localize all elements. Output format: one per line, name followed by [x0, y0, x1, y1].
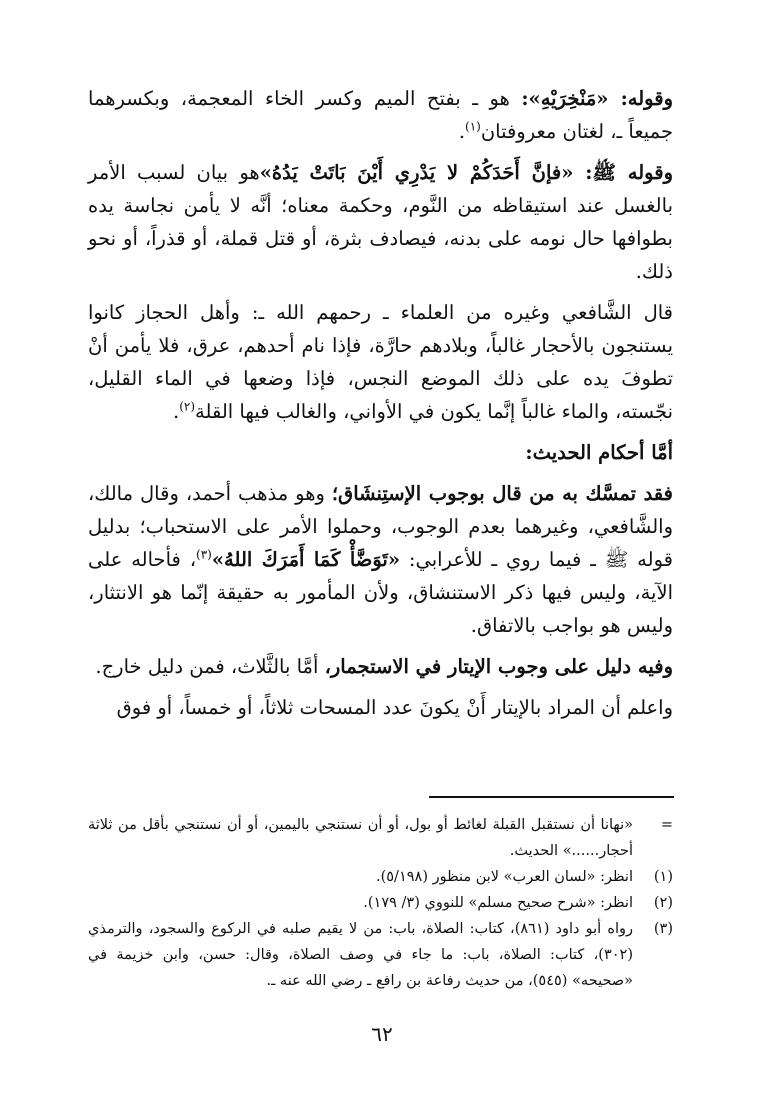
- paragraph-4: [88, 477, 673, 642]
- paragraph-6-text: واعلم أن المراد بالإيتار أَنْ يكونَ عدد المسحات ثلاثاً، أو خمساً، أو فوق: [116, 696, 673, 719]
- paragraph-5-text: أمَّا بالثَّلاث، فمن دليل خارج.: [95, 655, 325, 678]
- footnote-mark: (١): [653, 869, 673, 885]
- paragraph-4-lead: فقد تمسَّك به من قال بوجوب الإستِنشَاق؛: [331, 482, 673, 505]
- footnote-text: رواه أبو داود (٨٦١)، كتاب: الصلاة، باب: من لا يقيم صلبه في الركوع والسجود، والترمذي (٣٠٢)، كتاب: الصلاة، باب: ما جاء في وصف الصلاة، وقال: حسن، وابن خزيمة في «صحيحه» (٥٤٥)، من حديث رفاعة بن رافع ـ رضي الله عنه ـ.: [88, 921, 633, 989]
- paragraph-3-text: قال الشَّافعي وغيره من العلماء ـ رحمهم الله ـ: وأهل الحجاز كانوا يستنجون بالأحجار غالباً، وبلادهم حارَّة، فإذا نام أحدهم، عرق، فلا يأمن أنْ تطوفَ يده على ذلك الموضع النجس، فإذا وضعها في الماء القليل، نجّسته، والماء غالباً إنَّما يكون في الأواني، والغالب فيها القلة: [88, 301, 673, 423]
- page-number: ٦٢: [371, 1022, 393, 1046]
- footnote-text: انظر: «لسان العرب» لابن منظور (٥/١٩٨).: [375, 869, 633, 885]
- footnote-2: [88, 890, 673, 916]
- paragraph-6: [88, 691, 673, 724]
- paragraph-1: [88, 82, 673, 148]
- footnote-mark: (٣): [653, 921, 673, 937]
- section-heading: أمَّا أحكام الحديث:: [525, 441, 673, 464]
- footnote-text: انظر: «شرح صحيح مسلم» للنووي (٣/ ١٧٩).: [363, 895, 633, 911]
- paragraph-4-quote: «تَوَضَّأْ كَمَا أَمَرَكَ اللهُ»: [211, 548, 401, 571]
- footnote-mark: (٢): [653, 895, 673, 911]
- paragraph-2-lead: وقوله ﷺ: «فإنَّ أَحَدَكُمْ لا يَدْرِي أَيْنَ بَاتَتْ يَدُهُ»: [259, 161, 673, 184]
- main-text: [88, 82, 673, 732]
- footnote-ref-1[interactable]: (١): [465, 119, 481, 134]
- footnotes: [88, 812, 673, 994]
- paragraph-1-text: هو ـ بفتح الميم وكسر الخاء المعجمة، وبكسرهما جميعاً ـ، لغتان معروفتان: [88, 87, 673, 143]
- paragraph-2: [88, 156, 673, 288]
- paragraph-4-text-b: ، فأحاله على الآية، وليس فيها ذكر الاستنشاق، ولأن المأمور به حقيقة إنّما هو الانتثار، وليس هو بواجب بالاتفاق.: [88, 548, 673, 637]
- paragraph-3: [88, 296, 673, 428]
- footnote-1: [88, 864, 673, 890]
- paragraph-1-tail: .: [458, 120, 466, 143]
- footnote-ref-2[interactable]: (٢): [179, 399, 196, 414]
- paragraph-5-lead: وفيه دليل على وجوب الإيتار في الاستجمار،: [324, 655, 673, 678]
- footnote-separator: [429, 796, 674, 798]
- footnote-3: [88, 916, 673, 994]
- paragraph-3-tail: .: [173, 400, 180, 423]
- paragraph-4-text-a: وهو مذهب أحمد، وقال مالك، والشَّافعي، وغيرهما بعدم الوجوب، وحملوا الأمر على الاستحباب؛ بدليل قوله ﷺ ـ فيما روي ـ للأعرابي:: [88, 482, 673, 571]
- footnote-text: «نهانا أن نستقبل القبلة لغائط أو بول، أو أن نستنجي باليمين، أو أن نستنجي بأقل من ثلاثة أحجار......» الحديث.: [88, 817, 633, 859]
- footnote-continued: [88, 812, 673, 864]
- footnote-ref-3[interactable]: (٣): [196, 547, 212, 562]
- paragraph-1-lead: وقوله: «مَنْخِرَيْهِ»:: [521, 87, 673, 110]
- paragraph-5: [88, 650, 673, 683]
- paragraph-2-text: هو بيان لسبب الأمر بالغسل عند استيقاظه من النَّوم، وحكمة معناه؛ أنَّه لا يأمن نجاسة يده بطوافها حال نومه على بدنه، فيصادف بثرة، أو قتل قملة، أو قذراً، أو نحو ذلك.: [88, 161, 673, 283]
- footnote-mark: =: [660, 817, 673, 833]
